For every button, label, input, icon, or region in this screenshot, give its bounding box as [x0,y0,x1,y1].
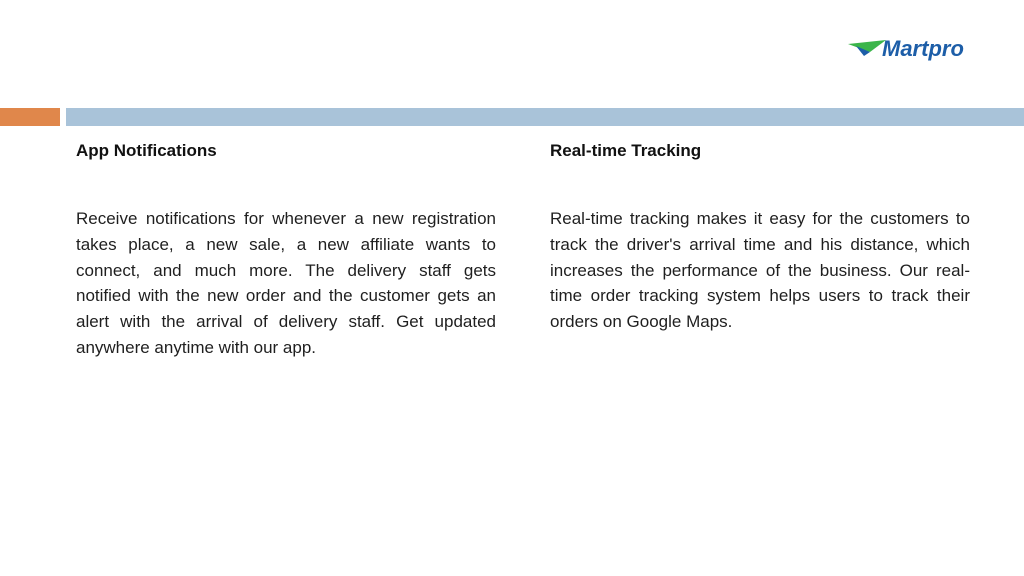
section-body: Real-time tracking makes it easy for the customers to track the driver's arrival time and his distance, which increases the performance of the business. Our real-time order tracking system helps users to track their orders on Google Maps. [550,209,970,332]
app-notifications-section [76,140,496,361]
section-title: Real-time Tracking [550,141,702,160]
section-body: Receive notifications for whenever a new registration takes place, a new sale, a new affiliate wants to connect, and much more. The delivery staff gets notified with the new order and the customer gets an alert with the arrival of delivery staff. Get updated anywhere anytime with our app. [76,209,496,357]
header-band-accent [0,108,60,126]
real-time-tracking-section [550,140,970,335]
logo-text: Martpro [882,36,964,61]
header-band [66,108,1024,126]
section-title: App Notifications [76,141,217,160]
martpro-logo [846,34,986,68]
martpro-logo-mark [846,34,986,68]
